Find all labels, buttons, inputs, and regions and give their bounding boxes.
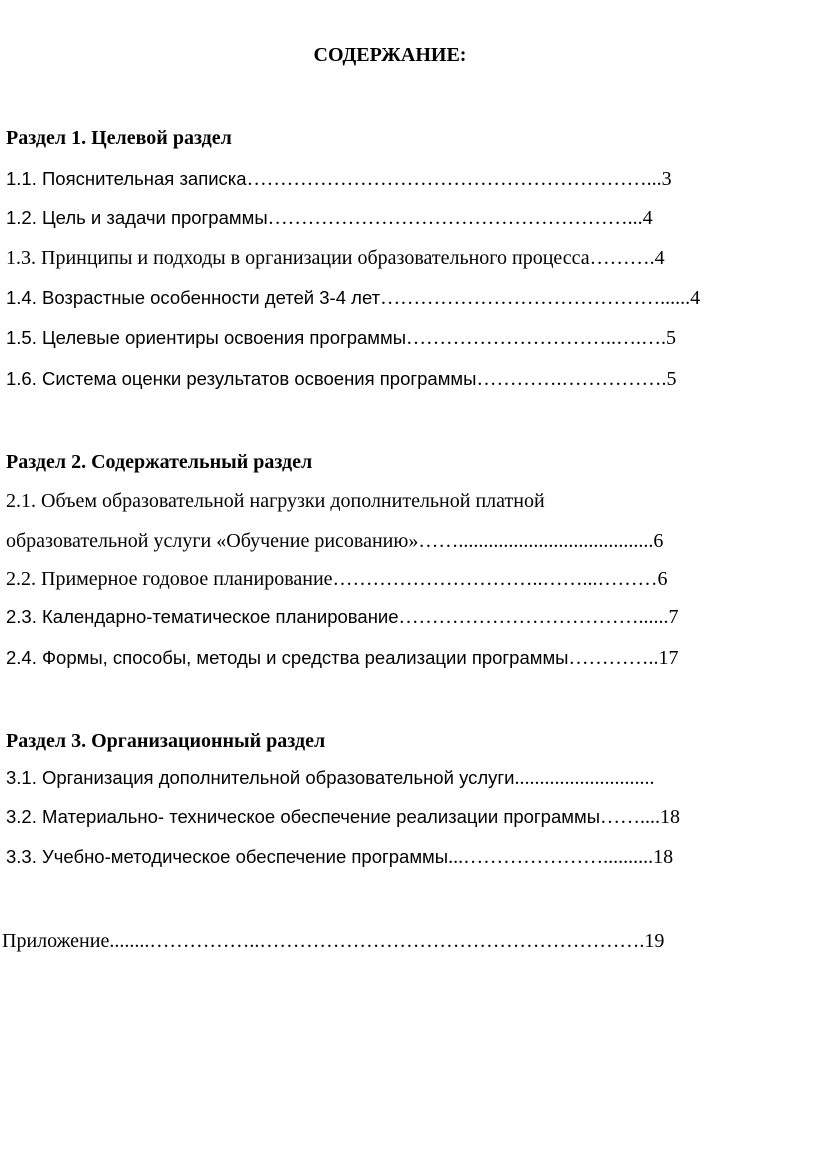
toc-entry-page: 3 xyxy=(661,168,672,190)
toc-entry-text: 2.4. Формы, способы, методы и средства реализации программы xyxy=(6,647,569,668)
toc-entry-page: 18 xyxy=(660,806,680,828)
toc-entry xyxy=(6,804,680,830)
toc-entry-text: 1.1. Пояснительная записка xyxy=(6,168,247,189)
toc-entry-page: 4 xyxy=(642,207,653,229)
toc-entry-leader: ........……………..…………………………………………………. xyxy=(109,930,645,952)
toc-entry-leader: ...………………….......... xyxy=(448,846,654,868)
toc-entry-leader: ……………………………………...... xyxy=(380,287,691,309)
toc-entry-text: 1.2. Цель и задачи программы xyxy=(6,207,268,228)
section-heading-3: Раздел 3. Организационный раздел xyxy=(6,730,326,752)
toc-entry-text: 3.3. Учебно-методическое обеспечение программы xyxy=(6,846,449,867)
toc-entry xyxy=(6,166,672,192)
toc-entry-text: образовательной услуги «Обучение рисованию» xyxy=(6,530,419,552)
toc-entry-text: 3.1. Организация дополнительной образовательной услуги xyxy=(6,767,515,788)
toc-entry-leader: ………….……………. xyxy=(476,368,667,390)
toc-entry-leader: …………………………..….…. xyxy=(406,327,667,349)
toc-entry xyxy=(6,488,545,514)
toc-entry-page: 6 xyxy=(653,530,664,552)
toc-entry-leader: ………………………………...... xyxy=(398,606,669,628)
toc-entry-text: 1.6. Система оценки результатов освоения программы xyxy=(6,368,477,389)
toc-entry-text: 2.2. Примерное годовое планирование xyxy=(6,568,333,590)
toc-entry xyxy=(6,765,655,791)
toc-entry xyxy=(6,645,678,671)
toc-entry-appendix xyxy=(2,928,664,954)
toc-entry-page: 7 xyxy=(668,606,679,628)
toc-entry-leader: ............................ xyxy=(514,767,655,789)
toc-entry-leader: …….... xyxy=(600,806,660,828)
toc-entry-leader: ………….. xyxy=(568,647,659,669)
toc-entry xyxy=(6,528,663,554)
toc-entry xyxy=(6,566,668,592)
toc-entry-text: 1.4. Возрастные особенности детей 3-4 лет xyxy=(6,287,381,308)
toc-entry-text: 3.2. Материально- техническое обеспечение реализации программы xyxy=(6,806,600,827)
toc-entry-page: 6 xyxy=(657,568,668,590)
toc-entry xyxy=(6,205,653,231)
toc-entry-leader: ……………………………………………………... xyxy=(246,168,662,190)
toc-entry-leader: ……....................................... xyxy=(418,530,654,552)
toc-entry xyxy=(6,245,665,271)
toc-entry-page: 19 xyxy=(644,930,665,952)
toc-entry-text: 2.3. Календарно-тематическое планирование xyxy=(6,606,399,627)
toc-entry-leader: ………. xyxy=(589,247,655,269)
toc-entry-page: 17 xyxy=(658,647,679,669)
toc-entry-page: 5 xyxy=(666,327,677,349)
toc-entry xyxy=(6,604,679,630)
toc-entry-text: Приложение xyxy=(2,930,110,952)
toc-entry-leader: ………………………………………………... xyxy=(267,207,643,229)
toc-entry-page: 4 xyxy=(654,247,665,269)
toc-entry-text: 1.5. Целевые ориентиры освоения программы xyxy=(6,327,407,348)
toc-entry xyxy=(6,285,700,311)
toc-entry xyxy=(6,366,676,392)
toc-entry-leader: …………………………..……...……… xyxy=(332,568,658,590)
toc-entry-text: 1.3. Принципы и подходы в организации образовательного процесса xyxy=(6,247,590,269)
toc-entry-page: 5 xyxy=(666,368,677,390)
section-heading-1: Раздел 1. Целевой раздел xyxy=(6,127,232,149)
toc-entry xyxy=(6,844,673,870)
page-title: СОДЕРЖАНИЕ: xyxy=(313,44,467,66)
toc-entry xyxy=(6,325,676,351)
toc-entry-page: 18 xyxy=(653,846,674,868)
section-heading-2: Раздел 2. Содержательный раздел xyxy=(6,451,313,473)
toc-entry-page: 4 xyxy=(690,287,701,309)
toc-entry-text: 2.1. Объем образовательной нагрузки дополнительной платной xyxy=(6,490,545,512)
